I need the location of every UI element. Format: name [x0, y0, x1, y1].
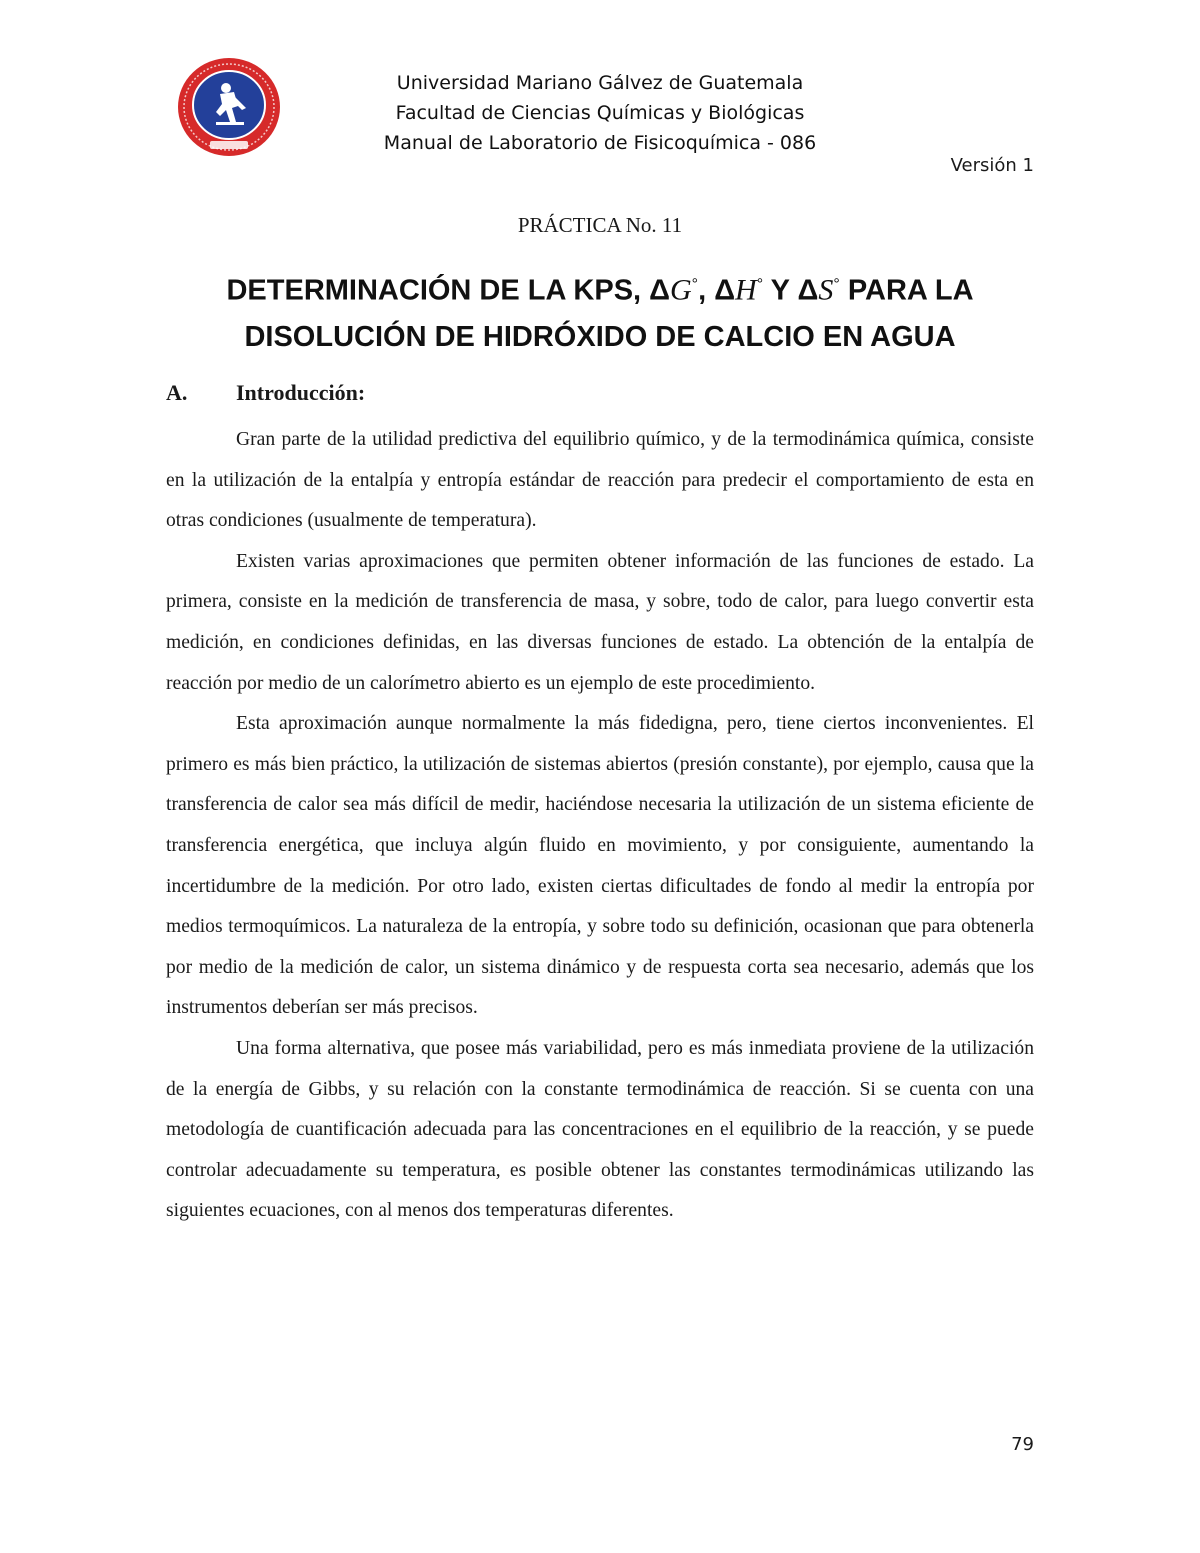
page-number: 79 — [1011, 1434, 1034, 1455]
document-header — [300, 68, 900, 158]
section-number: A. — [166, 380, 188, 405]
section-title: Introducción: — [236, 380, 366, 405]
practice-number: PRÁCTICA No. 11 — [517, 213, 683, 237]
title-line-1: DETERMINACIÓN DE LA KPS, ΔG°, ΔH° Y ΔS° PARA LA — [226, 273, 974, 307]
paragraph: Esta aproximación aunque normalmente la más fidedigna, pero, tiene ciertos inconvenientes. El primero es más bien práctico, la utilización de sistemas abiertos (presión constante), por ejemplo, causa que la transferencia de calor sea más difícil de medir, haciéndose necesaria la utilización de un sistema eficiente de transferencia energética, que incluya algún fluido en movimiento, y por consiguiente, aumentando la incertidumbre de la medición. Por otro lado, existen ciertas dificultades de fondo al medir la entropía por medios termoquímicos. La naturaleza de la entropía, y sobre todo su definición, ocasionan que para obtenerla por medio de la medición de calor, un sistema dinámico y de respuesta corta sea necesario, además que los instrumentos deberían ser más precisos. — [166, 713, 1034, 1019]
section-heading — [166, 380, 365, 406]
paragraph: Una forma alternativa, que posee más variabilidad, pero es más inmediata proviene de la utilización de la energía de Gibbs, y su relación con la constante termodinámica de reacción. Si se cuenta con una metodología de cuantificación adecuada para las concentraciones en el equilibrio de la reacción, y se puede controlar adecuadamente su temperatura, es posible obtener las constantes termodinámicas utilizando las siguientes ecuaciones, con al menos dos temperaturas diferentes. — [166, 1037, 1034, 1222]
university-name: Universidad Mariano Gálvez de Guatemala — [396, 72, 804, 94]
body-text — [166, 420, 1034, 1232]
title-line-2: DISOLUCIÓN DE HIDRÓXIDO DE CALCIO EN AGUA — [244, 320, 956, 353]
version-label: Versión 1 — [950, 155, 1034, 176]
manual-title: Manual de Laboratorio de Fisicoquímica - 086 — [383, 132, 817, 154]
document-title — [160, 262, 1040, 360]
faculty-name: Facultad de Ciencias Químicas y Biológicas — [395, 102, 805, 124]
paragraph: Existen varias aproximaciones que permiten obtener información de las funciones de estado. La primera, consiste en la medición de transferencia de masa, y sobre, todo de calor, para luego convertir esta medición, en condiciones definidas, en las diversas funciones de estado. La obtención de la entalpía de reacción por medio de un calorímetro abierto es un ejemplo de este procedimiento. — [166, 550, 1034, 694]
paragraph: Gran parte de la utilidad predictiva del equilibrio químico, y de la termodinámica química, consiste en la utilización de la entalpía y entropía estándar de reacción para predecir el comportamiento de esta en otras condiciones (usualmente de temperatura). — [166, 429, 1034, 532]
university-seal-logo — [176, 56, 282, 158]
